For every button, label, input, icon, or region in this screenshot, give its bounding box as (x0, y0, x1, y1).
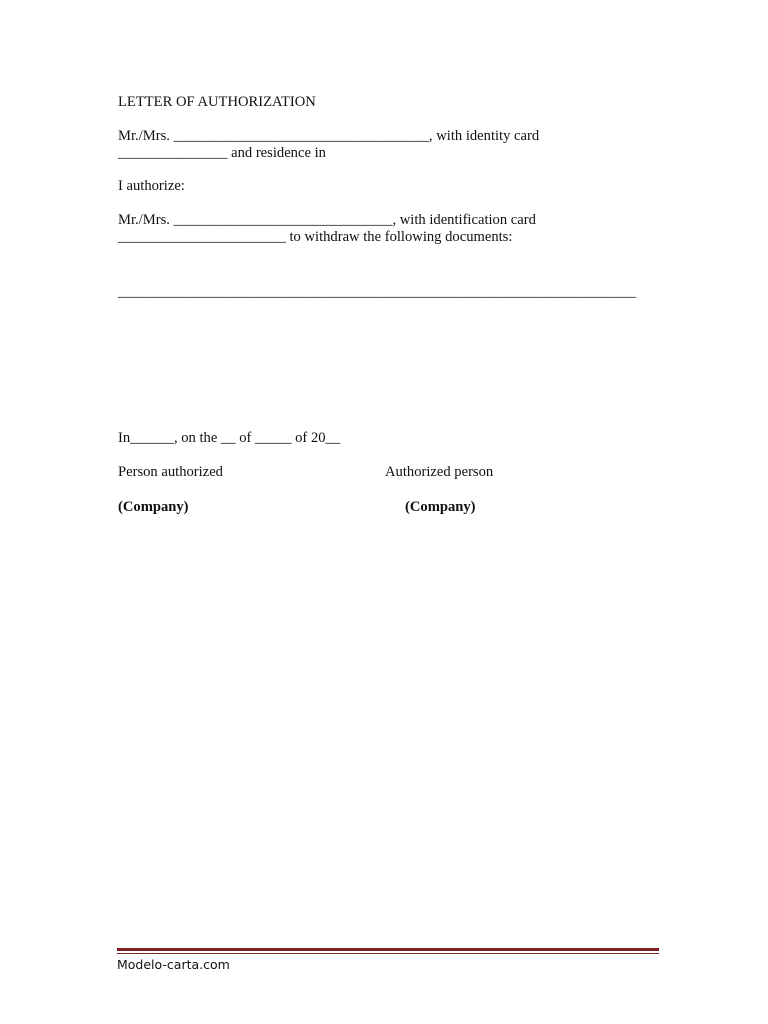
footer-rule-thick (117, 948, 659, 951)
footer-rule-thin (117, 953, 659, 954)
signature-left-label: Person authorized (118, 464, 223, 480)
company-right: (Company) (405, 499, 476, 515)
documents-blank-line: _______________________________________________________________________ (118, 284, 637, 300)
company-left: (Company) (118, 499, 189, 515)
footer-site-name: Modelo-carta.com (117, 957, 230, 972)
grantor-name-line: Mr./Mrs. ___________________________________, with identity card (118, 128, 540, 144)
authorized-name-line: Mr./Mrs. ______________________________, with identification card (118, 212, 536, 228)
authorize-statement: I authorize: (118, 178, 185, 194)
date-place-line: In______, on the __ of _____ of 20__ (118, 430, 341, 446)
withdraw-documents-line: _______________________ to withdraw the following documents: (118, 229, 513, 245)
letter-title: LETTER OF AUTHORIZATION (118, 94, 316, 110)
signature-right-label: Authorized person (385, 464, 494, 480)
grantor-residence-line: _______________ and residence in (118, 145, 326, 161)
